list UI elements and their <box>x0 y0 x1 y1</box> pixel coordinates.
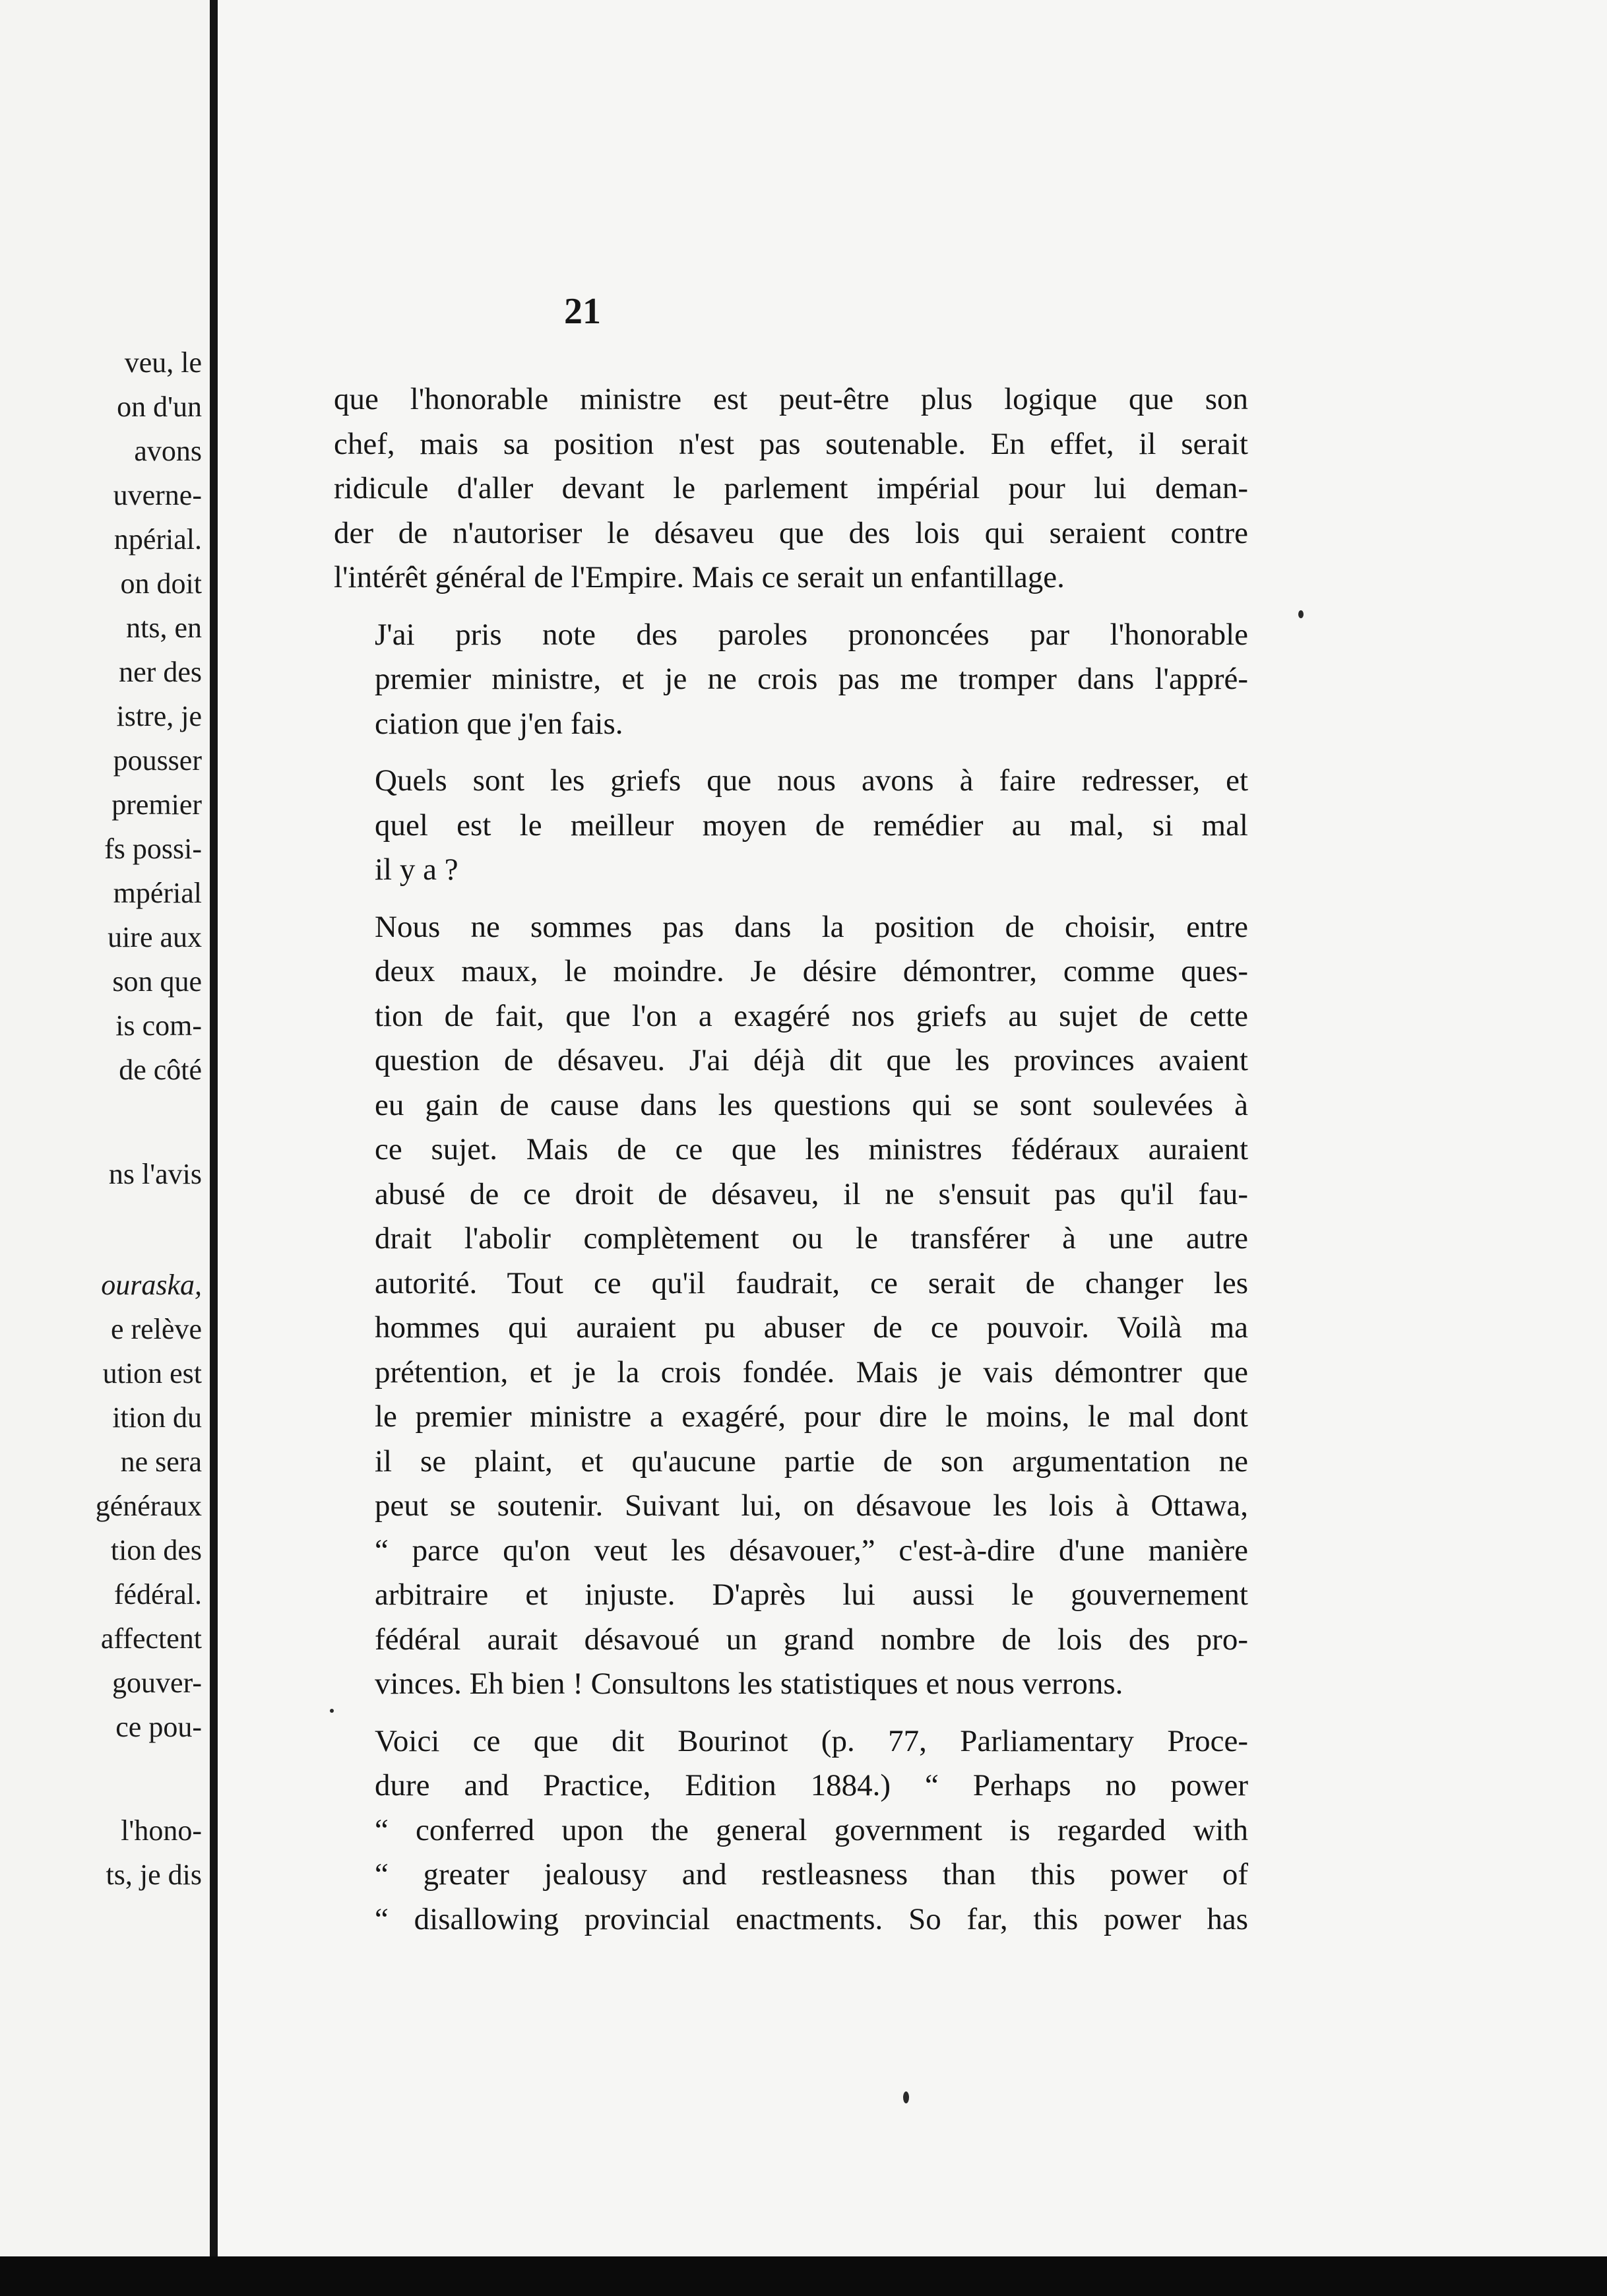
text-line: vinces. Eh bien ! Consultons les statistiques et nous verrons. <box>375 1667 1123 1701</box>
text-line: deux maux, le moindre. Je désire démontrer, comme ques- <box>375 954 1248 988</box>
text-line: ciation que j'en fais. <box>375 706 623 741</box>
text-line: chef, mais sa position n'est pas soutenable. En effet, il serait <box>334 426 1248 461</box>
text-line: der de n'autoriser le désaveu que des lois qui seraient contre <box>334 515 1248 550</box>
text-line: arbitraire et injuste. D'après lui aussi le gouvernement <box>375 1578 1248 1612</box>
page-body-text <box>334 377 1248 1954</box>
scan-speck <box>903 2091 909 2103</box>
text-line: il y a ? <box>375 852 458 887</box>
previous-page-fragment: affectent <box>100 1622 202 1655</box>
text-line: hommes qui auraient pu abuser de ce pouvoir. Voilà ma <box>375 1310 1248 1345</box>
text-line: l'intérêt général de l'Empire. Mais ce serait un enfantillage. <box>334 560 1065 594</box>
previous-page-fragment: fédéral. <box>113 1578 202 1610</box>
previous-page-fragment: e relève <box>111 1313 202 1345</box>
scan-speck <box>330 1709 334 1713</box>
previous-page-fragment: ce pou- <box>115 1711 202 1743</box>
previous-page-fragment: npérial. <box>113 523 202 556</box>
previous-page-fragment: avons <box>134 435 202 467</box>
text-line: le premier ministre a exagéré, pour dire le moins, le mal dont <box>375 1399 1248 1434</box>
previous-page-fragment: uverne- <box>113 479 202 511</box>
text-line: abusé de ce droit de désaveu, il ne s'ensuit pas qu'il fau- <box>375 1176 1248 1211</box>
previous-page-fragment: on d'un <box>117 391 202 423</box>
previous-page-fragment: pousser <box>113 744 202 777</box>
text-line: J'ai pris note des paroles prononcées par l'honorable <box>375 617 1248 652</box>
text-line: “ parce qu'on veut les désavouer,” c'est-à-dire d'une manière <box>375 1533 1248 1568</box>
previous-page-fragment: son que <box>112 965 202 998</box>
previous-page-fragment: gouver- <box>112 1667 202 1699</box>
text-line: Quels sont les griefs que nous avons à faire redresser, et <box>375 763 1248 798</box>
scan-speck <box>1298 610 1304 618</box>
paragraph <box>334 905 1248 1707</box>
book-page <box>218 0 1607 2296</box>
text-line: Voici ce que dit Bourinot (p. 77, Parliamentary Proce- <box>375 1723 1248 1758</box>
text-line: peut se soutenir. Suivant lui, on désavoue les lois à Ottawa, <box>375 1488 1248 1523</box>
previous-page-fragment: ts, je dis <box>106 1859 202 1891</box>
text-line: “ disallowing provincial enactments. So far, this power has <box>375 1901 1248 1936</box>
paragraph <box>334 1719 1248 1942</box>
previous-page-fragment: de côté <box>119 1054 202 1086</box>
text-line: que l'honorable ministre est peut-être plus logique que son <box>334 382 1248 416</box>
previous-page-fragment: mpérial <box>113 877 202 909</box>
previous-page-fragment: fs possi- <box>104 833 202 865</box>
previous-page-fragment: nts, en <box>126 612 202 644</box>
binding-gutter <box>210 0 218 2296</box>
text-line: premier ministre, et je ne crois pas me tromper dans l'appré- <box>375 662 1248 696</box>
text-line: dure and Practice, Edition 1884.) “ Perhaps no power <box>375 1768 1248 1802</box>
previous-page-fragment: ition du <box>112 1401 202 1434</box>
paragraph <box>334 759 1248 893</box>
text-line: “ conferred upon the general government is regarded with <box>375 1812 1248 1847</box>
text-line: ce sujet. Mais de ce que les ministres fédéraux auraient <box>375 1132 1248 1166</box>
text-line: il se plaint, et qu'aucune partie de son argumentation ne <box>375 1444 1248 1479</box>
page-number: 21 <box>564 291 601 332</box>
scan-bottom-edge <box>0 2256 1607 2296</box>
text-line: eu gain de cause dans les questions qui se sont soulevées à <box>375 1087 1248 1122</box>
previous-page-fragment: istre, je <box>116 700 202 732</box>
previous-page-fragment: l'hono- <box>121 1814 202 1847</box>
text-line: tion de fait, que l'on a exagéré nos griefs au sujet de cette <box>375 998 1248 1033</box>
paragraph <box>334 377 1248 600</box>
previous-page-fragment: ne sera <box>120 1446 202 1478</box>
previous-page-fragment: ouraska, <box>101 1269 202 1301</box>
text-line: quel est le meilleur moyen de remédier au mal, si mal <box>375 808 1248 843</box>
previous-page-fragment: généraux <box>95 1490 202 1522</box>
previous-page-fragment: tion des <box>110 1534 202 1566</box>
text-line: Nous ne sommes pas dans la position de choisir, entre <box>375 909 1248 944</box>
previous-page-fragment: uire aux <box>108 921 202 953</box>
previous-page-fragment: premier <box>111 788 202 821</box>
text-line: fédéral aurait désavoué un grand nombre de lois des pro- <box>375 1622 1248 1657</box>
text-line: autorité. Tout ce qu'il faudrait, ce serait de changer les <box>375 1265 1248 1300</box>
previous-page-fragment: ns l'avis <box>108 1158 202 1190</box>
text-line: drait l'abolir complètement ou le transférer à une autre <box>375 1221 1248 1256</box>
previous-page-fragment: ner des <box>119 656 202 688</box>
text-line: ridicule d'aller devant le parlement impérial pour lui deman- <box>334 471 1248 505</box>
previous-page-fragment: ution est <box>102 1357 202 1389</box>
previous-page-fragment: on doit <box>120 567 202 600</box>
text-line: prétention, et je la crois fondée. Mais je vais démontrer que <box>375 1355 1248 1389</box>
previous-page-fragment: veu, le <box>124 346 202 379</box>
previous-page-fragment: is com- <box>115 1009 202 1042</box>
text-line: “ greater jealousy and restleasness than this power of <box>375 1857 1248 1892</box>
paragraph <box>334 613 1248 747</box>
previous-page-edge <box>0 0 210 2296</box>
text-line: question de désaveu. J'ai déjà dit que les provinces avaient <box>375 1043 1248 1077</box>
